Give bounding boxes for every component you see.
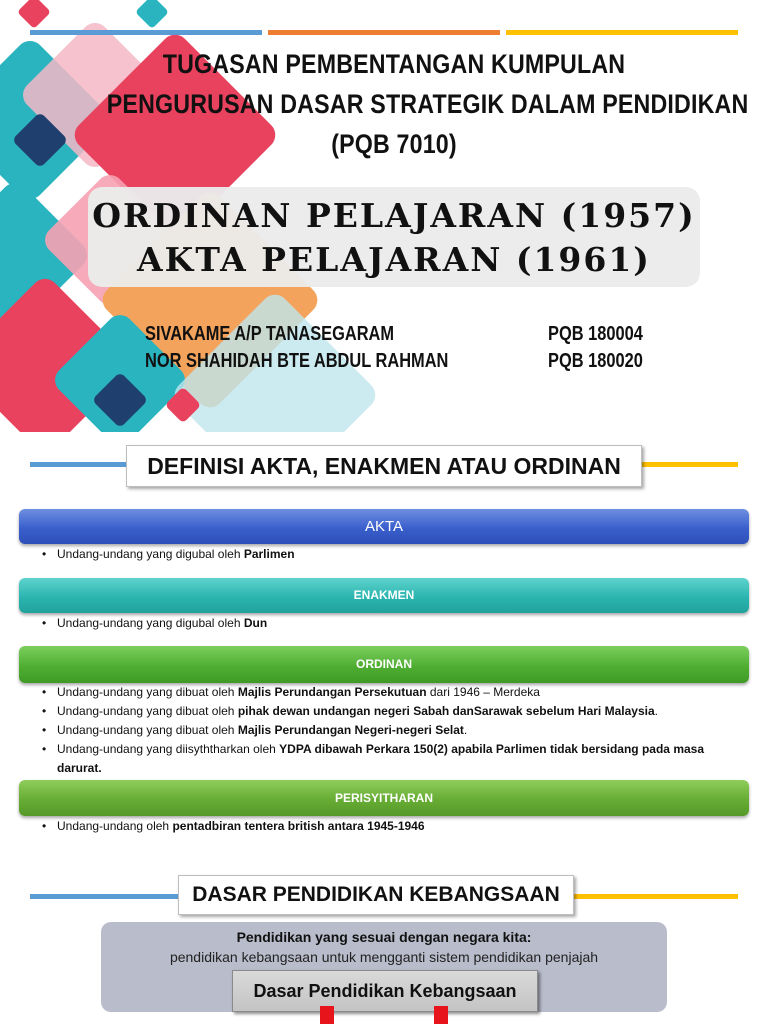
policy-label-box: Dasar Pendidikan Kebangsaan: [232, 970, 538, 1012]
bullet-item: [40, 721, 740, 740]
heading-line-right: [572, 894, 738, 899]
title-slide: [0, 0, 768, 432]
definitions-slide: [0, 432, 768, 862]
bullet-list: [40, 817, 740, 836]
author-name: SIVAKAME A/P TANASEGARAM: [145, 323, 395, 345]
top-bar-orange: [268, 30, 500, 35]
section-heading: DASAR PENDIDIKAN KEBANGSAAN: [178, 875, 574, 915]
bullet-item: [40, 702, 740, 721]
bullet-text: Undang-undang yang dibuat oleh: [57, 685, 238, 699]
topic-banner-text: [88, 194, 700, 282]
bullet-text: .: [654, 704, 658, 718]
bullet-list: [40, 683, 740, 778]
heading-line-left: [30, 894, 180, 899]
bullet-emphasis: Majlis Perundangan Persekutuan: [237, 685, 427, 699]
bullet-list: [40, 545, 740, 564]
bullet-list: [40, 614, 740, 633]
connector-bar: [320, 1006, 334, 1024]
author-name: NOR SHAHIDAH BTE ABDUL RAHMAN: [145, 350, 449, 372]
bullet-item: [40, 614, 740, 633]
bullet-emphasis: pentadbiran tentera british antara 1945-1946: [172, 819, 425, 833]
bullet-text: Undang-undang yang dibuat oleh: [57, 723, 238, 737]
heading-line-right: [640, 462, 738, 467]
bullet-text: Undang-undang yang diisyththarkan oleh: [57, 742, 280, 756]
top-bar-blue: [30, 30, 262, 35]
bullet-emphasis: Majlis Perundangan Negeri-negeri Selat: [237, 723, 464, 737]
banner-line: ORDINAN PELAJARAN (1957): [92, 196, 696, 235]
bullet-text: Undang-undang yang digubal oleh: [57, 547, 244, 561]
top-bar-yellow: [506, 30, 738, 35]
heading-line-left: [30, 462, 128, 467]
decor-shape: [17, 0, 51, 29]
policy-box-text: pendidikan kebangsaan untuk mengganti sistem pendidikan penjajah: [169, 949, 599, 965]
bullet-text: .: [463, 723, 468, 737]
bullet-item: [40, 545, 740, 564]
section-bar-ordinan: ORDINAN: [19, 646, 749, 683]
bullet-emphasis: pihak dewan undangan negeri Sabah danSarawak sebelum Hari Malaysia: [237, 704, 655, 718]
bullet-text: dari 1946 – Merdeka: [426, 685, 540, 699]
decor-shape: [135, 0, 169, 29]
author-id: PQB 180004: [548, 323, 643, 345]
title-line: (PQB 7010): [331, 129, 457, 159]
bullet-item: [40, 683, 740, 702]
bullet-item: [40, 817, 740, 836]
bullet-emphasis: Parlimen: [243, 547, 295, 561]
title-line: PENGURUSAN DASAR STRATEGIK DALAM PENDIDIKAN: [106, 89, 749, 119]
section-bar-perisytiharan: PERISYITHARAN: [19, 780, 749, 816]
bullet-text: Undang-undang yang digubal oleh: [57, 616, 244, 630]
connector-bar: [434, 1006, 448, 1024]
author-id: PQB 180020: [548, 350, 643, 372]
bullet-item: [40, 740, 740, 778]
bullet-text: Undang-undang yang dibuat oleh: [57, 704, 238, 718]
section-bar-akta: AKTA: [19, 509, 749, 544]
policy-slide: [0, 862, 768, 1024]
section-bar-enakmen: ENAKMEN: [19, 578, 749, 613]
policy-box-title: Pendidikan yang sesuai dengan negara kita:: [236, 929, 532, 945]
presentation-title: [106, 44, 749, 164]
banner-line: AKTA PELAJARAN (1961): [137, 240, 651, 279]
bullet-emphasis: YDPA dibawah Perkara 150(2) apabila Parlimen tidak bersidang pada masa darurat.: [57, 742, 705, 775]
bullet-emphasis: Dun: [243, 616, 268, 630]
title-line: TUGASAN PEMBENTANGAN KUMPULAN: [162, 49, 626, 79]
section-heading: DEFINISI AKTA, ENAKMEN ATAU ORDINAN: [126, 445, 642, 487]
bullet-text: Undang-undang oleh: [57, 819, 173, 833]
